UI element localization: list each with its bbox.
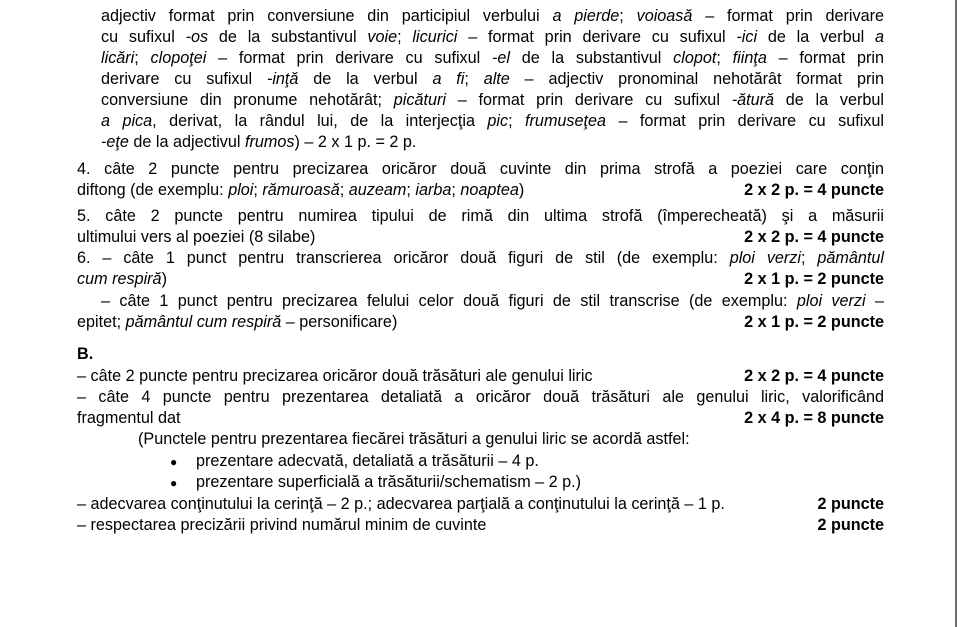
item-4-points: 2 x 2 p. = 4 puncte (744, 181, 884, 199)
bullet-icon: ● (170, 455, 178, 469)
part-a-line-3: licări; clopoţei – format prin derivare cu sufixul -el de la substantivul clopot; fiinţa – format prin (101, 49, 884, 67)
item-6-line-3: – câte 1 punct pentru precizarea felului celor două figuri de stil transcrise (de exemplu: ploi verzi – (101, 292, 884, 310)
part-a-line-4: derivare cu sufixul -inţă de la verbul a fi; alte – adjectiv pronominal nehotărât format prin (101, 70, 884, 88)
item-4-line-2: diftong (de exemplu: ploi; rămuroasă; auzeam; iarba; noaptea) (77, 181, 525, 199)
part-b-item-3: – adecvarea conţinutului la cerinţă – 2 p.; adecvarea parţială a conţinutului la cerinţă – 1 p. (77, 495, 725, 513)
part-a-line-5: conversiune din pronume nehotărât; picături – format prin derivare cu sufixul -ătură de la verbul (101, 91, 884, 109)
part-b-item-2-points: 2 x 4 p. = 8 puncte (744, 409, 884, 427)
part-b-item-4-points: 2 puncte (817, 516, 884, 534)
part-b-item-1: – câte 2 puncte pentru precizarea oricăror două trăsături ale genului liric (77, 367, 593, 385)
part-b-item-4: – respectarea precizării privind numărul minim de cuvinte (77, 516, 487, 534)
part-b-heading: B. (77, 345, 94, 363)
bullet-item-1: prezentare adecvată, detaliată a trăsăturii – 4 p. (196, 452, 539, 470)
item-6-points-1: 2 x 1 p. = 2 puncte (744, 270, 884, 288)
part-b-item-1-points: 2 x 2 p. = 4 puncte (744, 367, 884, 385)
part-b-item-2-line-1: – câte 4 puncte pentru prezentarea detaliată a oricăror două trăsături ale genului liric, valorificând (77, 388, 884, 406)
bullet-item-2: prezentare superficială a trăsăturii/schematism – 2 p.) (196, 473, 582, 491)
item-6-line-4: epitet; pământul cum respiră – personificare) (77, 313, 398, 331)
part-a-line-6: a pica, derivat, la rândul lui, de la interjecţia pic; frumuseţea – format prin derivare cu sufixul (101, 112, 884, 130)
part-a-line-1: adjectiv format prin conversiune din participiul verbului a pierde; voioasă – format prin derivare (101, 7, 885, 25)
item-4-line-1: 4. câte 2 puncte pentru precizarea oricăror două cuvinte din prima strofă a poeziei care conţin (77, 160, 884, 178)
item-6-points-2: 2 x 1 p. = 2 puncte (744, 313, 884, 331)
bullet-icon: ● (170, 476, 178, 490)
part-b-note: (Punctele pentru prezentarea fiecărei trăsături a genului liric se acordă astfel: (138, 430, 690, 448)
item-5-points: 2 x 2 p. = 4 puncte (744, 228, 884, 246)
part-b-item-2-line-2: fragmentul dat (77, 409, 181, 427)
item-5-line-1: 5. câte 2 puncte pentru numirea tipului de rimă din ultima strofă (împerecheată) şi a măsurii (77, 207, 884, 225)
item-6-line-1: 6. – câte 1 punct pentru transcrierea oricăror două figuri de stil (de exemplu: ploi verzi; pământul (77, 249, 885, 267)
part-a-line-7: -eţe de la adjectivul frumos) – 2 x 1 p. = 2 p. (101, 133, 417, 151)
part-b-item-3-points: 2 puncte (817, 495, 884, 513)
item-5-line-2: ultimului vers al poeziei (8 silabe) (77, 228, 316, 246)
part-a-line-2: cu sufixul -os de la substantivul voie; licurici – format prin derivare cu sufixul -ici de la verbul a (101, 28, 884, 46)
item-6-line-2: cum respiră) (77, 270, 167, 288)
